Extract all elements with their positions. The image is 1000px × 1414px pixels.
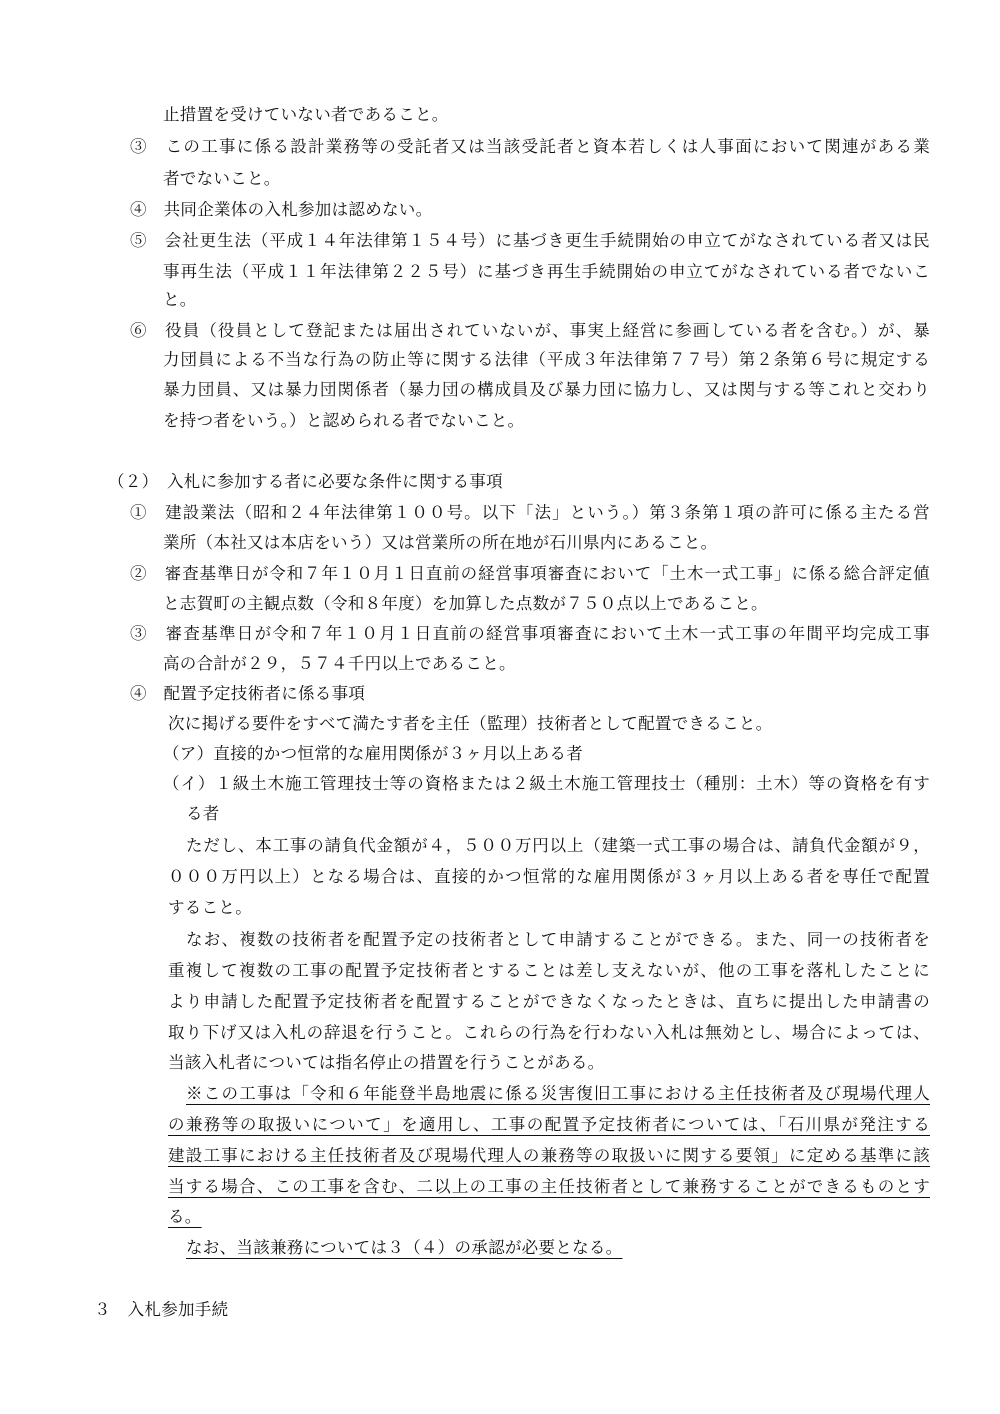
underlined-note-line: 当する場合、この工事を含む、二以上の工事の主任技術者として兼務することができるものとす xyxy=(168,1177,930,1196)
text-line: 重複して複数の工事の配置予定技術者とすることは差し支えないが、他の工事を落札したことに xyxy=(168,961,930,980)
text-line: ④ 共同企業体の入札参加は認めない。 xyxy=(130,200,433,219)
text-line: ⑥ 役員（役員として登記または届出されていないが、事実上経営に参画している者を含む。）が、暴 xyxy=(130,321,930,340)
text-line: より申請した配置予定技術者を配置することができなくなったときは、直ちに提出した申請書の xyxy=(168,992,930,1011)
text-line: 高の合計が２９，５７４千円以上であること。 xyxy=(163,654,516,673)
underlined-note-line: 建設工事における主任技術者及び現場代理人の兼務等の取扱いに関する要領」に定める基準に該 xyxy=(168,1146,930,1165)
text-line: ⑤ 会社更生法（平成１４年法律第１５４号）に基づき更生手続開始の申立てがなされている者又は民 xyxy=(130,231,930,250)
section-heading: ３ 入札参加手続 xyxy=(94,1300,229,1319)
text-line: ０００万円以上）となる場合は、直接的かつ恒常的な雇用関係が３ヶ月以上ある者を専任で配置 xyxy=(168,867,930,886)
text-line: る者 xyxy=(186,804,220,823)
text-line: ① 建設業法（昭和２４年法律第１００号。以下「法」という。）第３条第１項の許可に係る主たる営 xyxy=(130,503,930,522)
text-line: すること。 xyxy=(168,898,252,917)
underlined-note-line: る。 xyxy=(168,1207,202,1226)
section-heading: （２） 入札に参加する者に必要な条件に関する事項 xyxy=(108,472,503,491)
text-line: ただし、本工事の請負代金額が４，５００万円以上（建築一式工事の場合は、請負代金額が９， xyxy=(186,836,930,855)
text-line: ④ 配置予定技術者に係る事項 xyxy=(130,684,366,703)
text-line: （イ）１級土木施工管理技士等の資格または２級土木施工管理技士（種別：土木）等の資格を有す xyxy=(163,774,930,793)
text-line: ② 審査基準日が令和７年１０月１日直前の経営事項審査において「土木一式工事」に係る総合評定値 xyxy=(130,564,930,583)
underlined-note-line: なお、当該兼務については３（４）の承認が必要となる。 xyxy=(186,1238,623,1257)
underlined-note-line: ※この工事は「令和６年能登半島地震に係る災害復旧工事における主任技術者及び現場代理人 xyxy=(186,1084,930,1103)
text-line: 暴力団員、又は暴力団関係者（暴力団の構成員及び暴力団に協力し、又は関与する等これと交わり xyxy=(163,380,930,399)
text-line: と志賀町の主観点数（令和８年度）を加算した点数が７５０点以上であること。 xyxy=(163,594,768,613)
text-line: 業所（本社又は本店をいう）又は営業所の所在地が石川県内にあること。 xyxy=(163,533,718,552)
text-line: 当該入札者については指名停止の措置を行うことがある。 xyxy=(168,1053,605,1072)
text-line: 事再生法（平成１１年法律第２２５号）に基づき再生手続開始の申立てがなされている者でないこ xyxy=(163,262,930,281)
underlined-note-line: の兼務等の取扱いについて」を適用し、工事の配置予定技術者については、「石川県が発注する xyxy=(168,1115,930,1134)
text-line: （ア）直接的かつ恒常的な雇用関係が３ヶ月以上ある者 xyxy=(163,744,583,763)
text-line: を持つ者をいう。）と認められる者でないこと。 xyxy=(163,411,525,430)
text-line: 力団員による不当な行為の防止等に関する法律（平成３年法律第７７号）第２条第６号に規定する xyxy=(163,350,930,369)
text-line: 止措置を受けていない者であること。 xyxy=(163,105,449,124)
text-line: 者でないこと。 xyxy=(163,169,281,188)
text-line: と。 xyxy=(163,290,197,309)
text-line: 次に掲げる要件をすべて満たす者を主任（監理）技術者として配置できること。 xyxy=(168,714,773,733)
text-line: なお、複数の技術者を配置予定の技術者として申請することができる。また、同一の技術者を xyxy=(186,930,930,949)
text-line: ③ この工事に係る設計業務等の受託者又は当該受託者と資本若しくは人事面において関連がある業 xyxy=(130,137,930,156)
text-line: ③ 審査基準日が令和７年１０月１日直前の経営事項審査において土木一式工事の年間平均完成工事 xyxy=(130,624,930,643)
text-line: 取り下げ又は入札の辞退を行うこと。これらの行為を行わない入札は無効とし、場合によっては、 xyxy=(168,1023,930,1042)
